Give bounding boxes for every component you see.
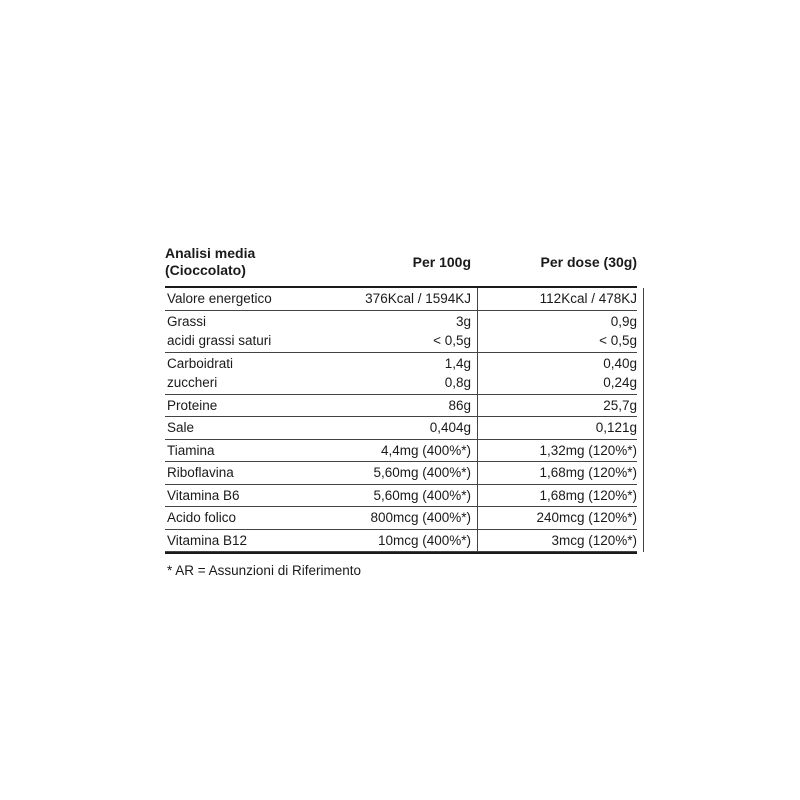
per-dose-value: 25,7g (603, 397, 637, 413)
per-100g-value: 5,60mg (400%*) (373, 465, 471, 480)
nutrient-label: Valore energetico (167, 291, 272, 306)
table-row (165, 311, 637, 353)
header-label (165, 245, 357, 279)
table-row (165, 485, 637, 508)
table-row (165, 353, 637, 395)
per-dose-value: 240mcg (120%*) (536, 510, 637, 525)
per-dose-value: 1,68mg (120%*) (539, 465, 637, 480)
per-100g-value: 1,4g (444, 355, 471, 371)
column-divider (477, 311, 478, 352)
per-dose-value: 0,9g (610, 313, 637, 329)
table-header (165, 238, 637, 286)
header-per-dose: Per dose (30g) (540, 253, 637, 270)
per-dose-value: 0,24g (603, 375, 637, 390)
nutrient-label: Vitamina B12 (167, 532, 248, 548)
per-100g-value: 86g (448, 397, 471, 413)
per-100g-value: 5,60mg (400%*) (373, 487, 471, 503)
table-row (165, 462, 637, 485)
column-divider (477, 395, 478, 417)
table-line (165, 396, 637, 416)
per-100g-value: 3g (455, 313, 471, 329)
table-line (165, 508, 637, 528)
nutrient-label: Grassi (167, 313, 207, 329)
header-per-100g: Per 100g (412, 253, 471, 270)
per-dose-value: 0,40g (603, 355, 637, 371)
per-dose-value: 0,121g (595, 420, 637, 435)
per-100g-value: 0,8g (444, 375, 471, 390)
table-row (165, 288, 637, 311)
per-100g-value: 4,4mg (400%*) (380, 442, 471, 458)
per-100g-value: 10mcg (400%*) (377, 532, 471, 548)
table-body (165, 288, 637, 552)
table-line (165, 441, 637, 461)
table-line (165, 312, 637, 332)
table-row (165, 440, 637, 463)
table-row (165, 417, 637, 440)
column-divider (477, 462, 478, 484)
nutrition-table (165, 238, 637, 580)
nutrient-label: Proteine (167, 397, 218, 413)
table-line (165, 418, 637, 438)
per-dose-value: 1,32mg (120%*) (539, 442, 637, 458)
nutrient-label: Tiamina (167, 442, 215, 458)
per-dose-value: 3mcg (120%*) (551, 532, 637, 548)
nutrient-label: Riboflavina (167, 465, 234, 480)
nutrient-label: zuccheri (167, 375, 218, 390)
column-divider (477, 440, 478, 462)
table-line (165, 289, 637, 309)
per-dose-value: 1,68mg (120%*) (539, 487, 637, 503)
per-100g-value: 800mcg (400%*) (370, 510, 471, 525)
table-rule-bottom (165, 552, 637, 554)
nutrient-label: Acido folico (167, 510, 237, 525)
footnote: * AR = Assunzioni di Riferimento (167, 563, 361, 578)
per-dose-value: 112Kcal / 478KJ (539, 291, 637, 306)
nutrient-label: Carboidrati (167, 355, 234, 371)
table-row (165, 530, 637, 553)
table-line (165, 463, 637, 483)
nutrient-label: Sale (167, 420, 195, 435)
table-line (165, 373, 637, 393)
column-divider (477, 353, 478, 394)
per-100g-value: 0,404g (429, 420, 471, 435)
column-divider (477, 417, 478, 439)
column-divider (477, 507, 478, 529)
table-line (165, 331, 637, 351)
table-line (165, 354, 637, 374)
table-row (165, 507, 637, 530)
table-row (165, 395, 637, 418)
nutrient-label: Vitamina B6 (167, 487, 240, 503)
column-divider (477, 485, 478, 507)
per-100g-value: 376Kcal / 1594KJ (365, 291, 471, 306)
header-label-line1: Analisi media (165, 245, 256, 261)
column-divider (477, 530, 478, 552)
column-divider (477, 288, 478, 310)
table-line (165, 531, 637, 551)
nutrient-label: acidi grassi saturi (167, 333, 272, 348)
per-dose-value: < 0,5g (599, 333, 637, 348)
table-right-border (643, 288, 644, 552)
per-100g-value: < 0,5g (433, 333, 471, 348)
table-line (165, 486, 637, 506)
header-label-line2: (Cioccolato) (165, 262, 246, 278)
